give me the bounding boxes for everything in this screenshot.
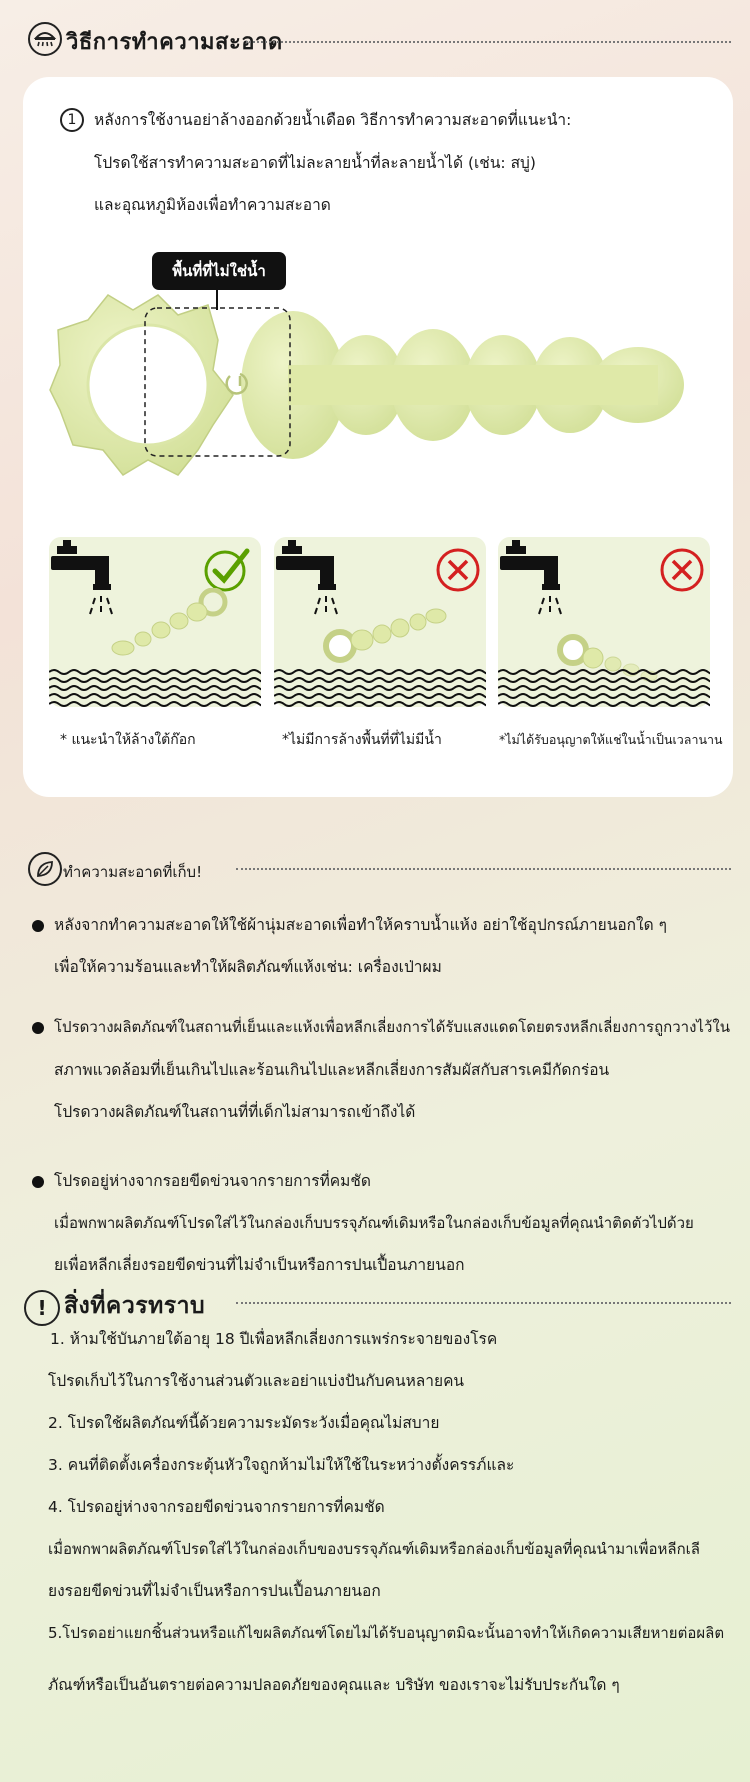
water-waves [49,668,261,708]
storage-title: ทำความสะอาดที่เก็บ! [63,863,203,881]
title-divider [236,868,731,870]
notice-line-4: 3. คนที่ติดตั้งเครื่องกระตุ้นหัวใจถูกห้ามไม่ให้ใช้ในระหว่างตั้งครรภ์และ [48,1456,515,1474]
notice-line-8: 5.โปรดอย่าแยกชิ้นส่วนหรือแก้ไขผลิตภัณฑ์โดยไม่ได้รับอนุญาตมิฉะนั้นอาจทำให้เกิดความเสียหายต่อผลิต [48,1624,725,1642]
product-under-tap [105,588,235,658]
caption-no-dry-area-wash: *ไม่มีการล้างพื้นที่ที่ไม่มีน้ำ [282,732,442,748]
cleaning-line-1: หลังการใช้งานอย่าล้างออกด้วยน้ำเดือด วิธีการทำความสะอาดที่แนะนำ: [94,111,572,129]
cleaning-line-3: และอุณหภูมิห้องเพื่อทำความสะอาด [94,196,331,214]
title-divider [246,41,731,43]
cross-icon [435,547,481,593]
notice-line-9: ภัณฑ์หรือเป็นอันตรายต่อความปลอดภัยของคุณและ บริษัท ของเราจะไม่รับประกันใด ๆ [48,1676,620,1694]
leaf-icon [28,852,62,886]
storage-item-1-line-2: เพื่อให้ความร้อนและทำให้ผลิตภัณฑ์แห้งเช่น: เครื่องเป่าผม [54,958,442,976]
notice-line-6: เมื่อพกพาผลิตภัณฑ์โปรดใส่ไว้ในกล่องเก็บของบรรจุภัณฑ์เดิมหรือกล่องเก็บข้อมูลที่คุณนำมาเพื่อหลีกเลี [48,1540,701,1558]
product-illustration [48,290,688,480]
caption-no-soaking: *ไม่ได้รับอนุญาตให้แช่ในน้ำเป็นเวลานาน [499,732,723,747]
notice-line-7: ยงรอยขีดข่วนที่ไม่จำเป็นหรือการปนเปื้อนภายนอก [48,1582,381,1600]
title-divider [236,1302,731,1304]
check-icon [203,545,251,593]
notice-title: สิ่งที่ควรทราบ [64,1293,206,1319]
non-water-callout [152,252,286,290]
water-waves [498,668,710,708]
water-waves [274,668,486,708]
bullet [32,1176,44,1188]
shower-icon [28,22,62,56]
step-number: 1 [60,108,84,132]
bullet [32,920,44,932]
exclamation-icon: ! [24,1290,60,1326]
bullet [32,1022,44,1034]
faucet-icon [498,540,588,620]
storage-item-3-line-2: เมื่อพกพาผลิตภัณฑ์โปรดใส่ไว้ในกล่องเก็บบรรจุภัณฑ์เดิมหรือในกล่องเก็บข้อมูลที่คุณนำติดตัวไปด้วย [54,1214,694,1232]
cleaning-line-2: โปรดใช้สารทำความสะอาดที่ไม่ละลายน้ำที่ละลายน้ำได้ (เช่น: สบู่) [94,154,536,172]
storage-item-2-line-3: โปรดวางผลิตภัณฑ์ในสถานที่ที่เด็กไม่สามารถเข้าถึงได้ [54,1103,416,1121]
notice-line-3: 2. โปรดใช้ผลิตภัณฑ์นี้ด้วยความระมัดระวังเมื่อคุณไม่สบาย [48,1414,440,1432]
storage-item-3-line-3: ยเพื่อหลีกเลี่ยงรอยขีดข่วนที่ไม่จำเป็นหรือการปนเปื้อนภายนอก [54,1256,465,1274]
notice-line-2: โปรดเก็บไว้ในการใช้งานส่วนตัวและอย่าแบ่งปันกับคนหลายคน [48,1372,465,1390]
cleaning-title: วิธีการทำความสะอาด [66,30,283,55]
caption-rinse-under-tap: * แนะนำให้ล้างใต้ก๊อก [60,732,196,748]
storage-item-2-line-2: สภาพแวดล้อมที่เย็นเกินไปและร้อนเกินไปและหลีกเลี่ยงการสัมผัสกับสารเคมีกัดกร่อน [54,1061,610,1079]
cross-icon [659,547,705,593]
storage-item-3-line-1: โปรดอยู่ห่างจากรอยขีดข่วนจากรายการที่คมชัด [54,1172,371,1190]
notice-line-5: 4. โปรดอยู่ห่างจากรอยขีดข่วนจากรายการที่คมชัด [48,1498,385,1516]
storage-item-2-line-1: โปรดวางผลิตภัณฑ์ในสถานที่เย็นและแห้งเพื่อหลีกเลี่ยงการได้รับแสงแดดโดยตรงหลีกเลี่ยงการถูกวางไว้ใน [54,1018,730,1036]
product-dry-area [320,604,450,674]
notice-line-1: 1. ห้ามใช้บันภายใต้อายุ 18 ปีเพื่อหลีกเลี่ยงการแพร่กระจายของโรค [50,1330,498,1348]
storage-item-1-line-1: หลังจากทำความสะอาดให้ใช้ผ้านุ่มสะอาดเพื่อทำให้คราบน้ำแห้ง อย่าใช้อุปกรณ์ภายนอกใด ๆ [54,916,667,934]
callout-label: พื้นที่ที่ไม่ใช่น้ำ [172,262,266,280]
